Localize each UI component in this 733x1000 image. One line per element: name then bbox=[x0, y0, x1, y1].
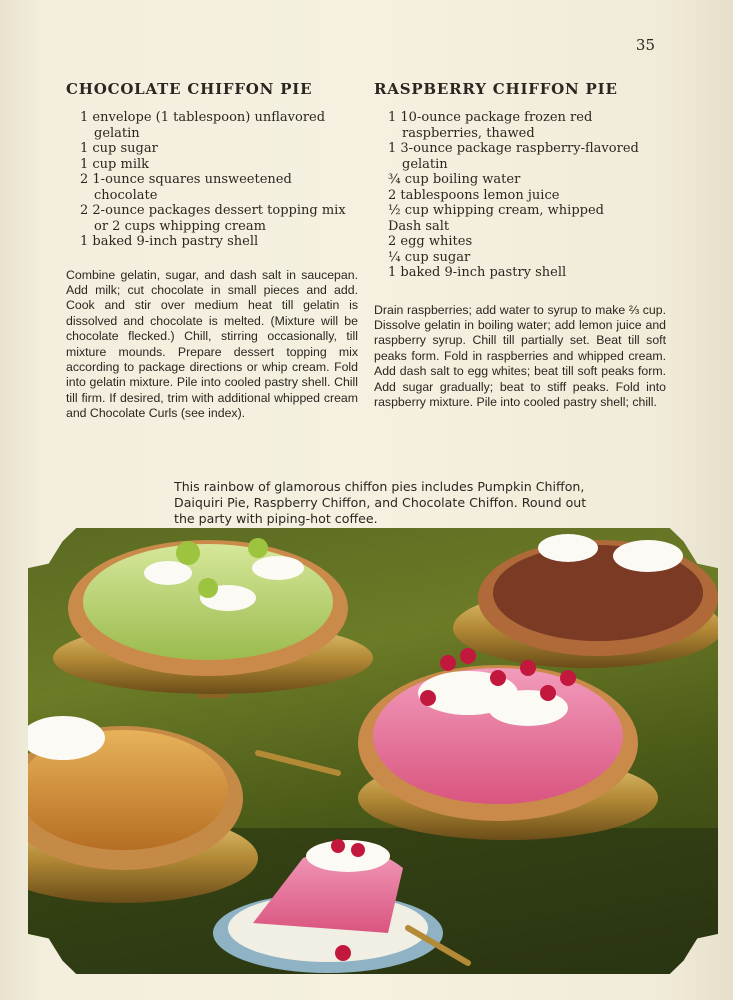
ingredient: Dash salt bbox=[388, 218, 450, 234]
ingredient: 2 tablespoons lemon juice bbox=[388, 187, 560, 203]
ingredient: 1 baked 9-inch pastry shell bbox=[388, 265, 567, 280]
ingredient: or 2 cups whipping cream bbox=[94, 218, 266, 234]
ingredient: 1 3-ounce package raspberry-flavored gelatin bbox=[388, 141, 639, 172]
raspberry-chiffon-recipe bbox=[374, 80, 666, 410]
chocolate-chiffon-recipe bbox=[66, 80, 358, 422]
page-number: 35 bbox=[635, 36, 655, 54]
ingredient: ½ cup whipping cream, whipped bbox=[388, 203, 604, 218]
ingredient: ¾ cup boiling water bbox=[388, 172, 521, 187]
recipe-directions: Combine gelatin, sugar, and dash salt in saucepan. Add milk; cut chocolate in small pieces and add. Cook and stir over medium heat till gelatin is dissolved and chocolate is melted. (Mixture will be chocolate flecked.) Chill, stirring occasionally, till mixture mounds. Prepare dessert topping mix according to package directions or whip cream. Fold into gelatin mixture. Pile into cooled pastry shell. Chill till firm. If desired, trim with additional whipped cream and Chocolate Curls (see index). bbox=[66, 267, 358, 421]
ingredient: 2 egg whites bbox=[388, 234, 473, 249]
chocolate-pie bbox=[453, 534, 718, 668]
recipe-title: CHOCOLATE CHIFFON PIE bbox=[66, 80, 313, 98]
daiquiri-pie bbox=[53, 538, 373, 698]
ingredient-list bbox=[388, 110, 666, 281]
recipe-directions: Drain raspberries; add water to syrup to make ⅔ cup. Dissolve gelatin in boiling water; add lemon juice and raspberry syrup. Chill till partially set. Beat till soft peaks form. Fold in raspberries and whipped cream. Add dash salt to egg whites; beat till soft peaks form. Add sugar gradually; beat to stiff peaks. Fold into raspberry mixture. Pile into cooled pastry shell; chill. bbox=[374, 302, 666, 409]
pumpkin-pie bbox=[28, 716, 258, 903]
ingredient: 2 2-ounce packages dessert topping mix bbox=[80, 203, 346, 218]
ingredient: 2 1-ounce squares unsweetened chocolate bbox=[80, 172, 292, 203]
ingredient: 1 cup milk bbox=[80, 156, 150, 172]
recipe-title: RASPBERRY CHIFFON PIE bbox=[374, 80, 618, 98]
photo-caption: This rainbow of glamorous chiffon pies includes Pumpkin Chiffon, Daiquiri Pie, Raspberry Chiffon, and Chocolate Chiffon. Round out the party with piping-hot coffee. bbox=[174, 479, 587, 526]
ingredient: ¼ cup sugar bbox=[388, 249, 471, 265]
ingredient: 1 cup sugar bbox=[80, 141, 158, 156]
pie-photo bbox=[28, 528, 718, 974]
ingredient: 1 envelope (1 tablespoon) unflavored gelatin bbox=[80, 110, 326, 141]
ingredient: 1 baked 9-inch pastry shell bbox=[80, 234, 259, 249]
ingredient-list bbox=[80, 110, 358, 250]
pie-illustration bbox=[28, 528, 718, 974]
raspberry-pie bbox=[358, 648, 658, 840]
ingredient: 1 10-ounce package frozen red raspberries, thawed bbox=[388, 110, 593, 141]
